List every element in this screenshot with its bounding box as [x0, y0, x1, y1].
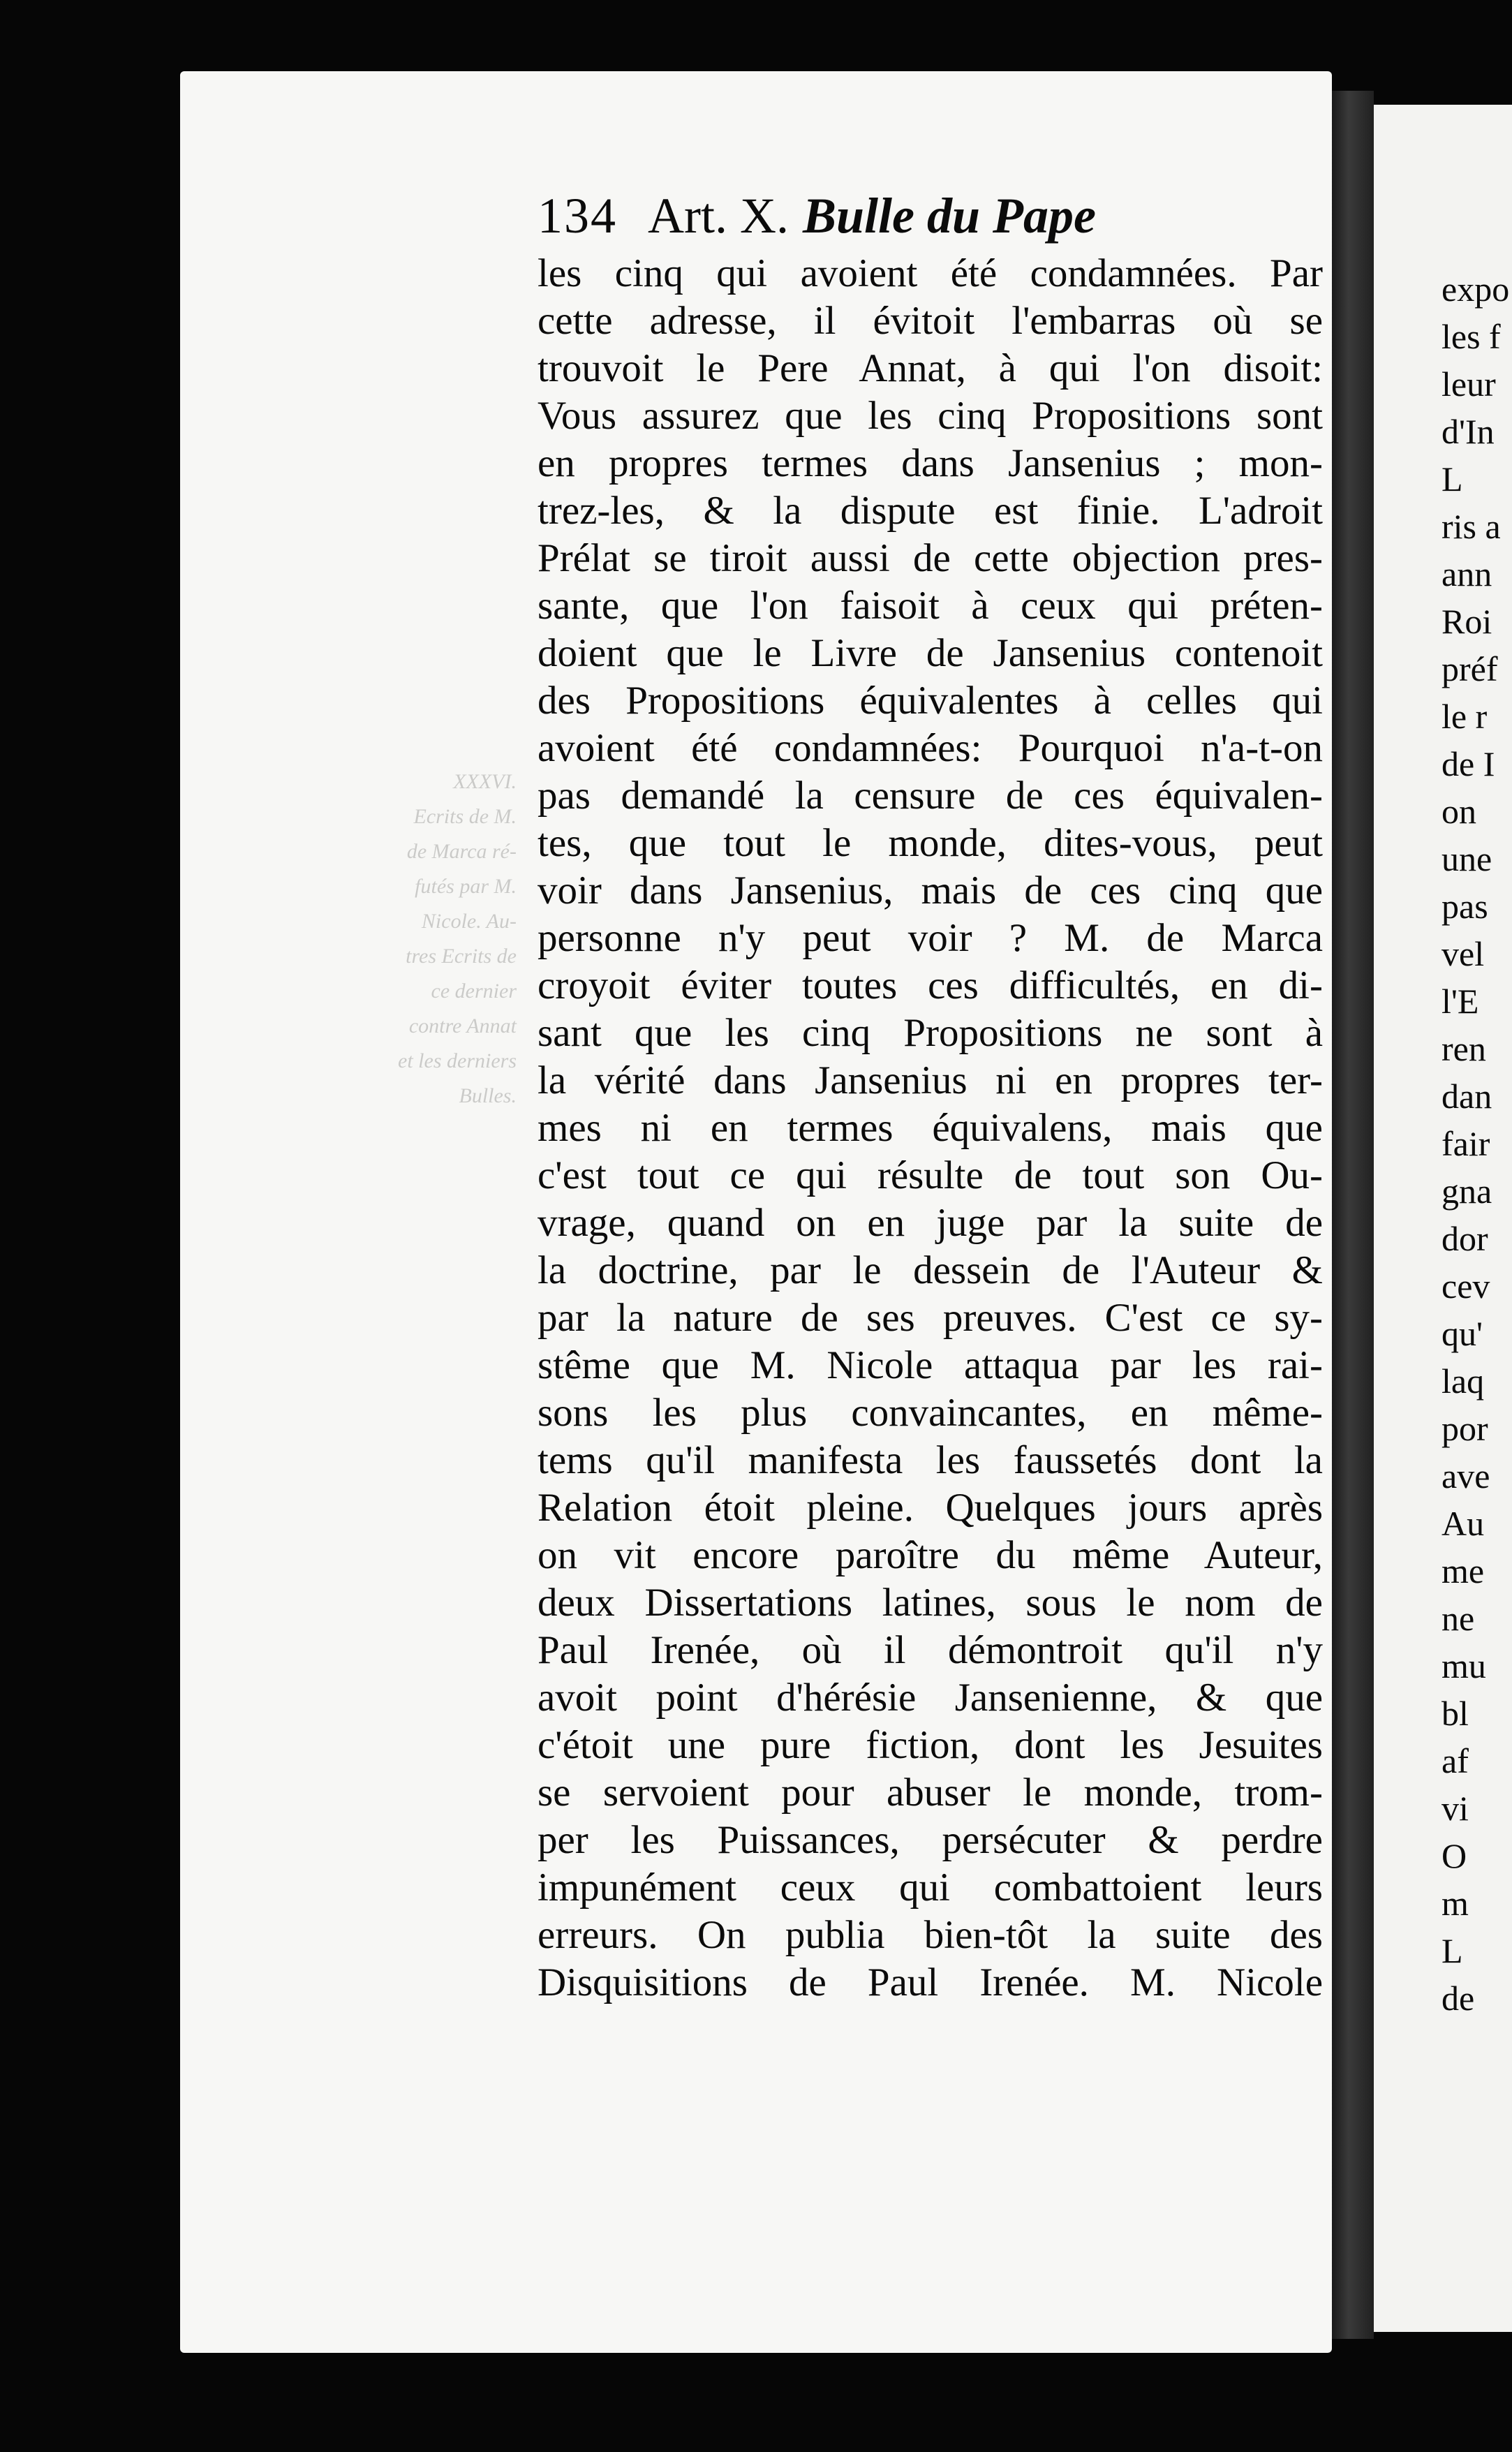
bleed-through-line: contre Annat	[408, 1014, 517, 1037]
facing-page-line: laq	[1441, 1361, 1485, 1401]
facing-page-line: une	[1441, 839, 1492, 878]
facing-page-line: ris a	[1441, 507, 1501, 546]
page-number: 134	[538, 188, 617, 244]
facing-page-line: de I	[1441, 744, 1495, 783]
facing-page-line: gna	[1441, 1172, 1492, 1211]
text-line: trouvoit le Pere Annat, à qui l'on disoit:	[538, 346, 1323, 390]
bleed-through-line: ce dernier	[431, 980, 517, 1003]
facing-page-line: leur	[1441, 364, 1496, 404]
facing-page-text	[1441, 265, 1512, 2022]
facing-page-line: ann	[1441, 554, 1492, 593]
text-line: voir dans Jansenius, mais de ces cinq que	[538, 869, 1323, 913]
facing-page-line: vi	[1441, 1789, 1469, 1828]
facing-page-line: ave	[1441, 1456, 1490, 1495]
facing-page-line: L	[1441, 459, 1463, 498]
text-line: les cinq qui avoient été condamnées. Par	[538, 251, 1323, 295]
text-line: Prélat se tiroit aussi de cette objection pres-	[538, 536, 1323, 580]
facing-page-line: de	[1441, 1979, 1475, 2018]
text-line: personne n'y peut voir ? M. de Marca	[538, 916, 1323, 960]
bleed-through-line: tres Ecrits de	[406, 945, 517, 968]
facing-page-line: cev	[1441, 1266, 1490, 1306]
text-line: tems qu'il manifesta les faussetés dont la	[538, 1438, 1323, 1482]
facing-page-line: le r	[1441, 697, 1488, 736]
text-line: Paul Irenée, où il démontroit qu'il n'y	[538, 1628, 1323, 1672]
text-line: avoient été condamnées: Pourquoi n'a-t-on	[538, 726, 1323, 770]
text-line: tes, que tout le monde, dites-vous, peut	[538, 821, 1323, 865]
facing-page-line: dan	[1441, 1077, 1492, 1116]
running-title: Bulle du Pape	[802, 188, 1096, 244]
facing-page-line: ne	[1441, 1599, 1475, 1638]
text-line: Disquisitions de Paul Irenée. M. Nicole	[538, 1960, 1323, 2004]
bleed-through-line: et les derniers	[398, 1049, 517, 1072]
text-line: avoit point d'hérésie Jansenienne, & que	[538, 1676, 1323, 1720]
text-line: on vit encore paroître du même Auteur,	[538, 1533, 1323, 1577]
text-line: sant que les cinq Propositions ne sont à	[538, 1011, 1323, 1055]
text-line: se servoient pour abuser le monde, trom-	[538, 1771, 1323, 1815]
text-line: des Propositions équivalentes à celles qui	[538, 679, 1323, 723]
text-line: cette adresse, il évitoit l'embarras où se	[538, 299, 1323, 343]
text-line: pas demandé la censure de ces équivalen-	[538, 774, 1323, 818]
text-line: stême que M. Nicole attaqua par les rai-	[538, 1343, 1323, 1387]
facing-page-line: bl	[1441, 1694, 1469, 1733]
facing-page-line: Au	[1441, 1504, 1485, 1543]
text-line: trez-les, & la dispute est finie. L'adroit	[538, 489, 1323, 533]
text-line: per les Puissances, persécuter & perdre	[538, 1818, 1323, 1862]
text-line: c'étoit une pure fiction, dont les Jesuites	[538, 1723, 1323, 1767]
facing-page-line: ren	[1441, 1029, 1486, 1068]
text-line: croyoit éviter toutes ces difficultés, en di-	[538, 963, 1323, 1007]
bleed-through-line: Ecrits de M.	[413, 805, 517, 828]
body-text	[538, 250, 1323, 2007]
text-line: deux Dissertations latines, sous le nom de	[538, 1581, 1323, 1625]
facing-page-line: m	[1441, 1884, 1469, 1923]
article-label: Art. X.	[648, 188, 789, 244]
facing-page-line: O	[1441, 1836, 1467, 1875]
text-line: erreurs. On publia bien-tôt la suite des	[538, 1913, 1323, 1957]
text-line: en propres termes dans Jansenius ; mon-	[538, 441, 1323, 485]
facing-page-line: les f	[1441, 317, 1501, 356]
text-line: c'est tout ce qui résulte de tout son Ou-	[538, 1153, 1323, 1197]
facing-page-line: dor	[1441, 1219, 1488, 1258]
bleed-through-line: Bulles.	[459, 1084, 517, 1107]
facing-page-line: fair	[1441, 1124, 1490, 1163]
facing-page-line: d'In	[1441, 412, 1495, 451]
facing-page-line: me	[1441, 1551, 1485, 1590]
text-line: mes ni en termes équivalens, mais que	[538, 1106, 1323, 1150]
facing-page-line: mu	[1441, 1646, 1486, 1685]
page-gutter-edge	[1332, 91, 1374, 2339]
bleed-through-line: XXXVI.	[453, 770, 517, 793]
text-line: par la nature de ses preuves. C'est ce sy-	[538, 1296, 1323, 1340]
running-head	[538, 187, 1340, 250]
facing-page-line: on	[1441, 792, 1476, 831]
facing-page-line: af	[1441, 1741, 1469, 1780]
text-line: sons les plus convaincantes, en même-	[538, 1391, 1323, 1435]
facing-page-line: Roi	[1441, 602, 1492, 641]
text-line: doient que le Livre de Jansenius contenoit	[538, 631, 1323, 675]
text-line: vrage, quand on en juge par la suite de	[538, 1201, 1323, 1245]
facing-page-line: l'E	[1441, 982, 1479, 1021]
text-line: Vous assurez que les cinq Propositions sont	[538, 394, 1323, 438]
facing-page-line: pas	[1441, 887, 1488, 926]
bleed-through-line: futés par M.	[415, 875, 517, 898]
facing-page-line: expo	[1441, 269, 1510, 309]
text-line: Relation étoit pleine. Quelques jours après	[538, 1486, 1323, 1530]
text-line: impunément ceux qui combattoient leurs	[538, 1866, 1323, 1910]
bleed-through-line: de Marca ré-	[406, 840, 517, 863]
text-line: la doctrine, par le dessein de l'Auteur &	[538, 1248, 1323, 1292]
bleed-through-margin-note	[307, 765, 517, 1114]
facing-page-line: por	[1441, 1409, 1488, 1448]
facing-page-line: préf	[1441, 649, 1498, 688]
text-line: sante, que l'on faisoit à ceux qui préten-	[538, 584, 1323, 628]
facing-page-line: L	[1441, 1931, 1463, 1970]
facing-page-line: qu'	[1441, 1314, 1483, 1353]
facing-page-line: vel	[1441, 934, 1485, 973]
bleed-through-line: Nicole. Au-	[421, 910, 517, 933]
text-line: la vérité dans Jansenius ni en propres ter-	[538, 1058, 1323, 1102]
